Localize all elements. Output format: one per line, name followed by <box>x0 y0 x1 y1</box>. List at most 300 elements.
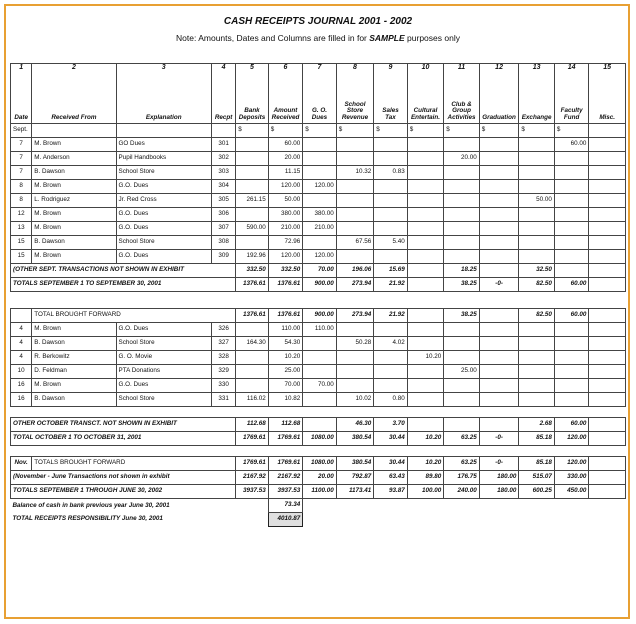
summary-value: 600.25 <box>519 485 555 499</box>
explanation-cell: School Store <box>116 337 211 351</box>
table-cell: 10.20 <box>407 351 444 365</box>
dollar-cell <box>211 124 235 138</box>
table-cell <box>479 351 519 365</box>
table-cell <box>479 152 519 166</box>
table-cell: 5.40 <box>374 236 407 250</box>
payer-cell: M. Brown <box>32 379 116 393</box>
oct-forward-row <box>11 309 626 323</box>
balance-row <box>11 499 626 513</box>
table-cell: 67.56 <box>336 236 374 250</box>
dollar-sign-row <box>11 124 626 138</box>
table-cell <box>519 138 555 152</box>
sept-row <box>11 180 626 194</box>
table-cell: 54.30 <box>268 337 303 351</box>
summary-value: 85.18 <box>519 432 555 446</box>
summary-value: 63.43 <box>374 471 407 485</box>
oct-other-row <box>11 418 626 432</box>
oct-row <box>11 351 626 365</box>
explanation-cell: G.O. Dues <box>116 208 211 222</box>
spacer-cell <box>374 446 407 457</box>
spacer-cell <box>444 513 480 527</box>
table-cell <box>407 208 444 222</box>
spacer-cell <box>554 446 589 457</box>
payer-cell: B. Dawson <box>32 393 116 407</box>
table-cell <box>336 180 374 194</box>
summary-value: 332.50 <box>236 264 268 278</box>
nov-other-row <box>11 471 626 485</box>
note-suffix: purposes only <box>404 33 460 43</box>
table-cell <box>519 222 555 236</box>
summary-value <box>407 418 444 432</box>
dollar-cell: $ <box>519 124 555 138</box>
table-cell <box>303 152 336 166</box>
table-cell: 60.00 <box>554 138 589 152</box>
table-cell <box>554 180 589 194</box>
summary-value <box>407 264 444 278</box>
sept-row <box>11 222 626 236</box>
table-cell <box>303 393 336 407</box>
summary-value: 93.87 <box>374 485 407 499</box>
table-cell <box>479 208 519 222</box>
summary-value: -0- <box>479 457 519 471</box>
sept-other-row <box>11 264 626 278</box>
table-cell <box>479 337 519 351</box>
column-number: 15 <box>589 64 626 79</box>
table-cell: 329 <box>211 365 235 379</box>
spacer-cell <box>211 292 235 309</box>
table-cell: 328 <box>211 351 235 365</box>
spacer-cell <box>32 292 116 309</box>
table-cell <box>407 222 444 236</box>
spacer-cell <box>374 407 407 418</box>
column-header: Explanation <box>116 78 211 124</box>
summary-value: 273.94 <box>336 278 374 292</box>
summary-value: 1173.41 <box>336 485 374 499</box>
table-cell <box>444 194 480 208</box>
table-cell: 16 <box>11 393 32 407</box>
table-cell <box>589 180 626 194</box>
column-header-row <box>11 78 626 124</box>
table-cell: 307 <box>211 222 235 236</box>
table-cell <box>554 323 589 337</box>
spacer-cell <box>407 446 444 457</box>
summary-value <box>589 485 626 499</box>
table-cell: 15 <box>11 236 32 250</box>
summary-value: 380.54 <box>336 432 374 446</box>
table-cell <box>336 222 374 236</box>
spacer-cell <box>236 407 268 418</box>
payer-cell: B. Dawson <box>32 236 116 250</box>
sept-total-row <box>11 278 626 292</box>
table-cell <box>444 337 480 351</box>
table-cell: 11.15 <box>268 166 303 180</box>
table-cell <box>374 208 407 222</box>
oct-row <box>11 323 626 337</box>
table-cell <box>589 250 626 264</box>
table-cell: 4.02 <box>374 337 407 351</box>
summary-value: 176.75 <box>444 471 480 485</box>
explanation-cell: School Store <box>116 166 211 180</box>
column-number: 12 <box>479 64 519 79</box>
table-cell: 7 <box>11 138 32 152</box>
payer-cell: M. Brown <box>32 323 116 337</box>
payer-cell: L. Rodriguez <box>32 194 116 208</box>
table-cell <box>519 393 555 407</box>
sept-row <box>11 236 626 250</box>
table-cell <box>303 351 336 365</box>
table-cell: 306 <box>211 208 235 222</box>
explanation-cell: G.O. Dues <box>116 222 211 236</box>
table-cell <box>303 236 336 250</box>
table-cell <box>589 337 626 351</box>
table-cell <box>479 180 519 194</box>
table-cell <box>444 379 480 393</box>
table-cell <box>519 323 555 337</box>
sample-note <box>0 33 636 43</box>
spacer-cell <box>211 407 235 418</box>
spacer-cell <box>479 499 519 513</box>
table-cell <box>444 138 480 152</box>
table-cell <box>374 323 407 337</box>
spacer-cell <box>554 499 589 513</box>
spacer-cell <box>268 446 303 457</box>
spacer-cell <box>236 292 268 309</box>
table-cell <box>479 194 519 208</box>
spacer-cell <box>336 407 374 418</box>
table-cell <box>554 194 589 208</box>
table-cell: 7 <box>11 166 32 180</box>
table-cell <box>519 236 555 250</box>
sept-row <box>11 208 626 222</box>
column-number: 2 <box>32 64 116 79</box>
spacer-cell <box>303 513 336 527</box>
column-number: 7 <box>303 64 336 79</box>
summary-value: 1376.61 <box>268 309 303 323</box>
summary-value <box>407 309 444 323</box>
table-cell: 10.32 <box>336 166 374 180</box>
table-cell: 303 <box>211 166 235 180</box>
table-cell: 0.80 <box>374 393 407 407</box>
table-cell: 13 <box>11 222 32 236</box>
table-cell <box>336 250 374 264</box>
summary-value: 1769.61 <box>268 457 303 471</box>
spacer-cell <box>336 499 374 513</box>
table-cell <box>236 180 268 194</box>
table-cell <box>336 152 374 166</box>
table-cell <box>374 222 407 236</box>
summary-value: 10.20 <box>407 432 444 446</box>
table-cell <box>236 351 268 365</box>
table-cell <box>554 351 589 365</box>
table-cell <box>336 379 374 393</box>
table-cell <box>554 222 589 236</box>
table-cell <box>303 337 336 351</box>
dollar-cell: $ <box>303 124 336 138</box>
table-cell <box>407 194 444 208</box>
summary-value: 100.00 <box>407 485 444 499</box>
table-cell: 50.00 <box>519 194 555 208</box>
summary-value <box>589 278 626 292</box>
summary-value: 2.68 <box>519 418 555 432</box>
summary-value: 515.07 <box>519 471 555 485</box>
payer-cell: M. Brown <box>32 138 116 152</box>
table-cell <box>236 365 268 379</box>
summary-label: TOTALS SEPTEMBER 1 THROUGH JUNE 30, 2002 <box>11 485 236 499</box>
summary-value: 900.00 <box>303 278 336 292</box>
summary-value: 1769.61 <box>236 457 268 471</box>
summary-value: 1769.61 <box>268 432 303 446</box>
table-cell <box>519 166 555 180</box>
spacer-row <box>11 446 626 457</box>
table-cell: 50.00 <box>268 194 303 208</box>
table-cell <box>444 236 480 250</box>
table-cell: 7 <box>11 152 32 166</box>
spacer-cell <box>519 292 555 309</box>
table-cell: 4 <box>11 351 32 365</box>
table-cell <box>407 180 444 194</box>
table-cell <box>407 365 444 379</box>
table-cell: 0.83 <box>374 166 407 180</box>
spacer-cell <box>519 407 555 418</box>
table-cell <box>236 138 268 152</box>
summary-value: 3.70 <box>374 418 407 432</box>
summary-value: 1769.61 <box>236 432 268 446</box>
summary-value: 240.00 <box>444 485 480 499</box>
table-cell <box>589 365 626 379</box>
summary-value: 10.20 <box>407 457 444 471</box>
payer-cell: M. Brown <box>32 250 116 264</box>
table-cell <box>407 337 444 351</box>
table-cell <box>519 351 555 365</box>
spacer-cell <box>589 499 626 513</box>
table-cell: 72.96 <box>268 236 303 250</box>
table-cell <box>444 222 480 236</box>
table-cell <box>589 138 626 152</box>
summary-value: 330.00 <box>554 471 589 485</box>
table-cell: 70.00 <box>268 379 303 393</box>
column-header: Cultural Entertain. <box>407 78 444 124</box>
date-cell: Nov. <box>11 457 32 471</box>
table-cell <box>407 379 444 393</box>
spacer-cell <box>479 446 519 457</box>
column-number: 9 <box>374 64 407 79</box>
summary-value: 82.50 <box>519 309 555 323</box>
table-cell <box>554 379 589 393</box>
nov-forward-row <box>11 457 626 471</box>
table-cell: 110.00 <box>268 323 303 337</box>
summary-value: 18.25 <box>444 264 480 278</box>
dollar-cell: $ <box>554 124 589 138</box>
payer-cell: B. Dawson <box>32 166 116 180</box>
explanation-cell: G.O. Dues <box>116 250 211 264</box>
column-number: 11 <box>444 64 480 79</box>
table-cell <box>374 180 407 194</box>
summary-value: 1080.00 <box>303 432 336 446</box>
spacer-cell <box>268 292 303 309</box>
explanation-cell: Pupil Handbooks <box>116 152 211 166</box>
summary-value <box>303 418 336 432</box>
column-header: Bank Deposits <box>236 78 268 124</box>
table-cell <box>554 337 589 351</box>
summary-value: 85.18 <box>519 457 555 471</box>
explanation-cell: G. O. Movie <box>116 351 211 365</box>
table-cell: 16 <box>11 379 32 393</box>
summary-value <box>407 278 444 292</box>
column-header: Graduation <box>479 78 519 124</box>
table-cell: 10 <box>11 365 32 379</box>
summary-label: TOTAL OCTOBER 1 TO OCTOBER 31, 2001 <box>11 432 236 446</box>
table-cell: 330 <box>211 379 235 393</box>
table-cell <box>519 337 555 351</box>
table-cell: 331 <box>211 393 235 407</box>
column-header: Faculty Fund <box>554 78 589 124</box>
summary-value: 21.92 <box>374 309 407 323</box>
summary-label: TOTALS BROUGHT FORWARD <box>32 457 236 471</box>
table-cell <box>589 323 626 337</box>
summary-value: 30.44 <box>374 457 407 471</box>
table-cell: 15 <box>11 250 32 264</box>
summary-value: 60.00 <box>554 309 589 323</box>
spacer-cell <box>211 446 235 457</box>
table-cell <box>444 323 480 337</box>
spacer-cell <box>479 292 519 309</box>
summary-value: 63.25 <box>444 432 480 446</box>
spacer-cell <box>374 292 407 309</box>
table-cell: 4 <box>11 323 32 337</box>
table-cell <box>589 152 626 166</box>
table-cell <box>479 166 519 180</box>
explanation-cell: School Store <box>116 236 211 250</box>
summary-value: 1376.61 <box>268 278 303 292</box>
oct-row <box>11 365 626 379</box>
table-cell <box>589 351 626 365</box>
spacer-cell <box>11 446 32 457</box>
spacer-cell <box>444 292 480 309</box>
explanation-cell: G.O. Dues <box>116 379 211 393</box>
table-cell: 305 <box>211 194 235 208</box>
table-cell: 164.30 <box>236 337 268 351</box>
column-header: G. O. Dues <box>303 78 336 124</box>
dollar-cell: $ <box>268 124 303 138</box>
table-cell: 302 <box>211 152 235 166</box>
table-cell: 10.82 <box>268 393 303 407</box>
note-bold: SAMPLE <box>369 33 405 43</box>
summary-value: 20.00 <box>303 471 336 485</box>
responsibility-row <box>11 513 626 527</box>
summary-label: (OTHER SEPT. TRANSACTIONS NOT SHOWN IN EXHIBIT <box>11 264 236 278</box>
spacer-cell <box>374 513 407 527</box>
table-cell <box>479 379 519 393</box>
spacer-cell <box>236 446 268 457</box>
table-cell: 70.00 <box>303 379 336 393</box>
table-cell: 20.00 <box>444 152 480 166</box>
table-cell: 116.02 <box>236 393 268 407</box>
table-cell <box>236 166 268 180</box>
column-header: Date <box>11 78 32 124</box>
summary-value <box>589 471 626 485</box>
spacer-cell <box>32 407 116 418</box>
summary-value <box>589 264 626 278</box>
table-cell <box>236 323 268 337</box>
spacer-cell <box>589 513 626 527</box>
table-cell <box>236 208 268 222</box>
summary-value: 196.06 <box>336 264 374 278</box>
sept-row <box>11 138 626 152</box>
column-header: Club & Group Activities <box>444 78 480 124</box>
column-number: 13 <box>519 64 555 79</box>
spacer-cell <box>336 513 374 527</box>
table-cell: 304 <box>211 180 235 194</box>
column-header: Exchange <box>519 78 555 124</box>
table-cell: 192.96 <box>236 250 268 264</box>
summary-label: (November - June Transactions not shown in exhibit <box>11 471 236 485</box>
cash-receipts-table <box>10 63 626 527</box>
summary-value: 38.25 <box>444 309 480 323</box>
table-cell <box>554 152 589 166</box>
table-cell: 8 <box>11 180 32 194</box>
spacer-cell <box>336 292 374 309</box>
summary-label: TOTALS SEPTEMBER 1 TO SEPTEMBER 30, 2001 <box>11 278 236 292</box>
summary-value: 70.00 <box>303 264 336 278</box>
table-cell <box>236 152 268 166</box>
table-cell <box>554 365 589 379</box>
payer-cell: D. Feldman <box>32 365 116 379</box>
summary-value: 1080.00 <box>303 457 336 471</box>
column-header: School Store Revenue <box>336 78 374 124</box>
summary-value <box>479 309 519 323</box>
table-cell <box>479 323 519 337</box>
table-cell <box>519 152 555 166</box>
column-header: Sales Tax <box>374 78 407 124</box>
spacer-cell <box>268 407 303 418</box>
table-cell <box>407 250 444 264</box>
spacer-cell <box>444 446 480 457</box>
column-header: Recpt <box>211 78 235 124</box>
summary-value: 60.00 <box>554 278 589 292</box>
summary-value: 32.50 <box>519 264 555 278</box>
spacer-cell <box>554 292 589 309</box>
table-cell <box>336 138 374 152</box>
spacer-cell <box>554 513 589 527</box>
table-cell <box>303 138 336 152</box>
summary-value <box>589 432 626 446</box>
table-cell <box>407 393 444 407</box>
summary-value: 380.54 <box>336 457 374 471</box>
summary-value: 89.80 <box>407 471 444 485</box>
table-cell: 120.00 <box>303 250 336 264</box>
summary-value: 30.44 <box>374 432 407 446</box>
table-cell: 20.00 <box>268 152 303 166</box>
column-header: Misc. <box>589 78 626 124</box>
table-cell <box>374 250 407 264</box>
dollar-cell <box>116 124 211 138</box>
table-cell <box>374 365 407 379</box>
dollar-cell: $ <box>407 124 444 138</box>
table-cell <box>236 236 268 250</box>
table-cell <box>519 365 555 379</box>
spacer-cell <box>116 292 211 309</box>
spacer-cell <box>444 407 480 418</box>
summary-value: 112.68 <box>236 418 268 432</box>
table-cell <box>479 222 519 236</box>
explanation-cell: G.O. Dues <box>116 180 211 194</box>
table-cell <box>519 180 555 194</box>
table-cell <box>589 236 626 250</box>
summary-value: 21.92 <box>374 278 407 292</box>
payer-cell: M. Brown <box>32 222 116 236</box>
dollar-cell <box>32 124 116 138</box>
spacer-cell <box>336 446 374 457</box>
